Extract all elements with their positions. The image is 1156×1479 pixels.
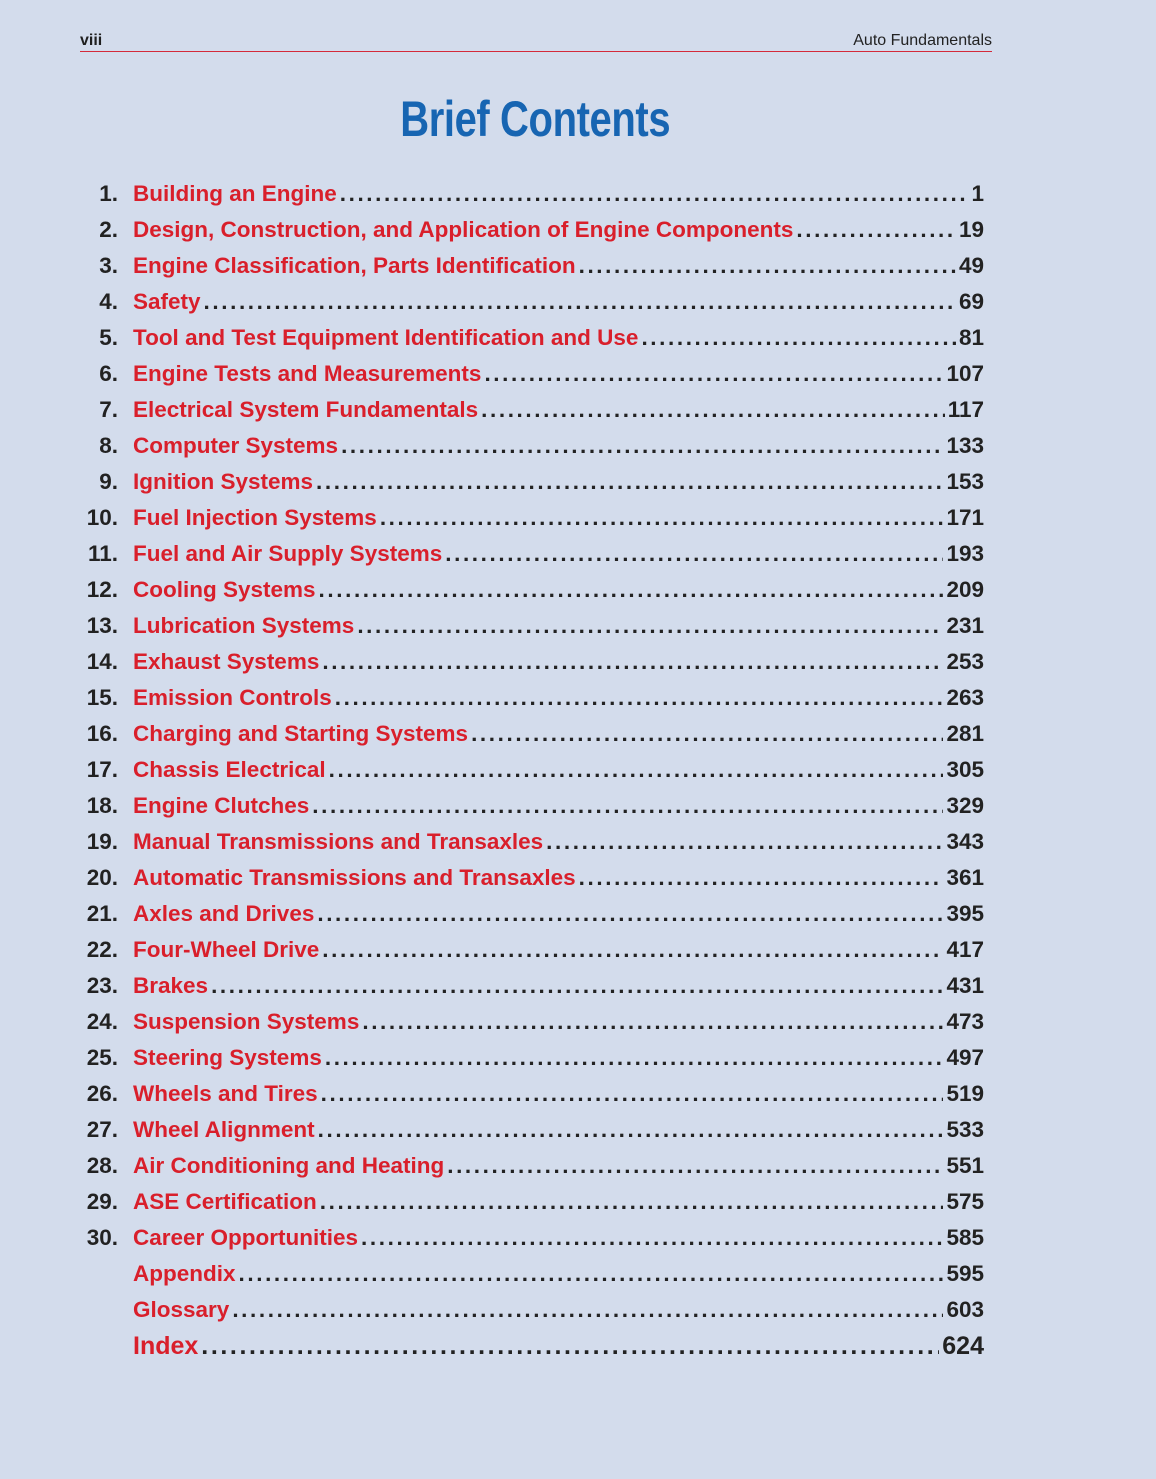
toc-entry[interactable] xyxy=(80,824,984,860)
chapter-title-link[interactable]: Career Opportunities xyxy=(133,1225,359,1250)
page-number: viii xyxy=(80,32,103,49)
page-reference: 343 xyxy=(946,829,984,854)
toc-entry[interactable] xyxy=(80,536,984,572)
chapter-title-link[interactable]: Appendix xyxy=(133,1261,236,1286)
chapter-number: 23. xyxy=(86,973,118,998)
chapter-number: 19. xyxy=(86,829,118,854)
chapter-title-link[interactable]: ASE Certification xyxy=(133,1189,317,1214)
chapter-title-link[interactable]: Building an Engine xyxy=(133,181,337,206)
chapter-number: 16. xyxy=(86,721,118,746)
toc-entry[interactable] xyxy=(80,572,984,608)
toc-entry[interactable] xyxy=(80,500,984,536)
chapter-title-link[interactable]: Design, Construction, and Application of Engine Components xyxy=(133,217,794,242)
toc-entry[interactable] xyxy=(80,1256,984,1292)
chapter-number: 20. xyxy=(86,865,118,890)
page-reference: 1 xyxy=(971,181,984,206)
page-reference: 231 xyxy=(946,613,984,638)
chapter-title-link[interactable]: Automatic Transmissions and Transaxles xyxy=(133,865,576,890)
dot-leader xyxy=(320,1184,944,1220)
page-reference: 595 xyxy=(946,1261,984,1286)
page-reference: 395 xyxy=(946,901,984,926)
toc-entry[interactable] xyxy=(80,212,984,248)
page-reference: 533 xyxy=(946,1117,984,1142)
dot-leader xyxy=(335,680,944,716)
dot-leader xyxy=(322,644,943,680)
chapter-number: 24. xyxy=(86,1009,118,1034)
page-reference: 193 xyxy=(946,541,984,566)
chapter-title-link[interactable]: Manual Transmissions and Transaxles xyxy=(133,829,544,854)
chapter-number: 27. xyxy=(86,1117,118,1142)
page-reference: 81 xyxy=(958,325,984,350)
page-reference: 263 xyxy=(946,685,984,710)
chapter-title-link[interactable]: Emission Controls xyxy=(133,685,332,710)
page-reference: 253 xyxy=(946,649,984,674)
chapter-title-link[interactable]: Fuel Injection Systems xyxy=(133,505,377,530)
dot-leader xyxy=(796,212,956,248)
chapter-title-link[interactable]: Tool and Test Equipment Identification and Use xyxy=(133,325,639,350)
chapter-number: 5. xyxy=(99,325,118,350)
dot-leader xyxy=(318,1112,944,1148)
page-title: Brief Contents xyxy=(400,91,671,147)
page-reference: 473 xyxy=(946,1009,984,1034)
chapter-number: 29. xyxy=(86,1189,118,1214)
chapter-number: 7. xyxy=(99,397,118,422)
chapter-number: 15. xyxy=(86,685,118,710)
chapter-number: 17. xyxy=(86,757,118,782)
chapter-title-link[interactable]: Cooling Systems xyxy=(133,577,316,602)
dot-leader xyxy=(361,1220,943,1256)
chapter-number: 2. xyxy=(99,217,118,242)
toc-entry[interactable] xyxy=(80,752,984,788)
chapter-title-link[interactable]: Ignition Systems xyxy=(133,469,314,494)
chapter-number: 10. xyxy=(86,505,118,530)
page-reference: 519 xyxy=(946,1081,984,1106)
chapter-number: 14. xyxy=(86,649,118,674)
dot-leader xyxy=(316,464,943,500)
toc-entry[interactable] xyxy=(80,896,984,932)
chapter-number: 21. xyxy=(86,901,118,926)
chapter-number: 30. xyxy=(86,1225,118,1250)
toc-entry[interactable] xyxy=(80,176,984,212)
chapter-number: 8. xyxy=(99,433,118,458)
chapter-title-link[interactable]: Air Conditioning and Heating xyxy=(133,1153,445,1178)
page-reference: 49 xyxy=(958,253,984,278)
chapter-number: 28. xyxy=(86,1153,118,1178)
page-reference: 361 xyxy=(946,865,984,890)
chapter-number: 13. xyxy=(86,613,118,638)
page-reference: 329 xyxy=(946,793,984,818)
page-reference: 417 xyxy=(946,937,984,962)
toc-entry[interactable] xyxy=(80,968,984,1004)
toc-entry[interactable] xyxy=(80,1148,984,1184)
toc-entry[interactable] xyxy=(80,1004,984,1040)
chapter-title-link[interactable]: Fuel and Air Supply Systems xyxy=(133,541,443,566)
chapter-number: 26. xyxy=(86,1081,118,1106)
toc-entry[interactable] xyxy=(80,284,984,320)
dot-leader xyxy=(201,1328,939,1364)
chapter-title-link[interactable]: Exhaust Systems xyxy=(133,649,320,674)
toc-entry[interactable] xyxy=(80,464,984,500)
chapter-number: 11. xyxy=(87,541,118,566)
page-reference: 551 xyxy=(946,1153,984,1178)
chapter-number: 12. xyxy=(86,577,118,602)
chapter-number: 18. xyxy=(86,793,118,818)
dot-leader xyxy=(484,356,943,392)
toc-entry[interactable] xyxy=(80,1040,984,1076)
toc-entry[interactable] xyxy=(80,1184,984,1220)
chapter-title-link[interactable]: Brakes xyxy=(133,973,209,998)
page-reference: 603 xyxy=(946,1297,984,1322)
toc-entry[interactable] xyxy=(80,788,984,824)
toc-entry[interactable] xyxy=(80,1220,984,1256)
page-reference: 153 xyxy=(946,469,984,494)
chapter-number: 9. xyxy=(99,469,118,494)
chapter-title-link[interactable]: Engine Tests and Measurements xyxy=(133,361,482,386)
chapter-title-link[interactable]: Index xyxy=(133,1332,199,1360)
toc-entry[interactable] xyxy=(80,608,984,644)
chapter-number: 1. xyxy=(99,181,118,206)
book-title: Auto Fundamentals xyxy=(853,32,992,49)
dot-leader xyxy=(325,1040,944,1076)
table-of-contents xyxy=(80,176,984,1364)
dot-leader xyxy=(211,968,943,1004)
toc-entry[interactable] xyxy=(80,1292,984,1328)
chapter-title-link[interactable]: Axles and Drives xyxy=(133,901,315,926)
toc-entry[interactable] xyxy=(80,392,984,428)
page-reference: 133 xyxy=(946,433,984,458)
toc-entry[interactable] xyxy=(80,1112,984,1148)
chapter-title-link[interactable]: Wheels and Tires xyxy=(133,1081,318,1106)
toc-entry[interactable] xyxy=(80,932,984,968)
chapter-title-link[interactable]: Electrical System Fundamentals xyxy=(133,397,479,422)
chapter-number: 22. xyxy=(86,937,118,962)
dot-leader xyxy=(357,608,943,644)
chapter-title-link[interactable]: Charging and Starting Systems xyxy=(133,721,469,746)
toc-entry[interactable] xyxy=(80,428,984,464)
chapter-title-link[interactable]: Suspension Systems xyxy=(133,1009,360,1034)
dot-leader xyxy=(579,248,956,284)
chapter-title-link[interactable]: Steering Systems xyxy=(133,1045,322,1070)
toc-entry[interactable] xyxy=(80,644,984,680)
chapter-title-link[interactable]: Chassis Electrical xyxy=(133,757,326,782)
dot-leader xyxy=(322,932,943,968)
chapter-number: 4. xyxy=(99,289,118,314)
dot-leader xyxy=(329,752,944,788)
toc-entry[interactable] xyxy=(80,1328,984,1364)
page-reference: 107 xyxy=(946,361,984,386)
chapter-title-link[interactable]: Safety xyxy=(133,289,201,314)
page-reference: 585 xyxy=(946,1225,984,1250)
dot-leader xyxy=(362,1004,943,1040)
chapter-number: 6. xyxy=(99,361,118,386)
dot-leader xyxy=(312,788,943,824)
dot-leader xyxy=(232,1292,943,1328)
chapter-title-link[interactable]: Glossary xyxy=(133,1297,230,1322)
dot-leader xyxy=(340,176,969,212)
chapter-title-link[interactable]: Computer Systems xyxy=(133,433,339,458)
dot-leader xyxy=(641,320,956,356)
toc-entry[interactable] xyxy=(80,860,984,896)
chapter-title-link[interactable]: Engine Classification, Parts Identification xyxy=(133,253,576,278)
page-reference: 624 xyxy=(942,1332,984,1360)
toc-entry[interactable] xyxy=(80,320,984,356)
toc-entry[interactable] xyxy=(80,356,984,392)
dot-leader xyxy=(447,1148,943,1184)
dot-leader xyxy=(341,428,943,464)
page-reference: 171 xyxy=(946,505,984,530)
dot-leader xyxy=(546,824,943,860)
page-reference: 431 xyxy=(946,973,984,998)
chapter-title-link[interactable]: Lubrication Systems xyxy=(133,613,355,638)
dot-leader xyxy=(317,896,943,932)
toc-entry[interactable] xyxy=(80,716,984,752)
dot-leader xyxy=(481,392,945,428)
dot-leader xyxy=(321,1076,944,1112)
chapter-title-link[interactable]: Four-Wheel Drive xyxy=(133,937,320,962)
page-reference: 209 xyxy=(946,577,984,602)
page-reference: 575 xyxy=(946,1189,984,1214)
dot-leader xyxy=(471,716,943,752)
page-reference: 497 xyxy=(946,1045,984,1070)
chapter-number: 3. xyxy=(99,253,118,278)
dot-leader xyxy=(579,860,944,896)
dot-leader xyxy=(445,536,943,572)
page-reference: 305 xyxy=(946,757,984,782)
dot-leader xyxy=(319,572,944,608)
page-reference: 19 xyxy=(958,217,984,242)
chapter-number: 25. xyxy=(86,1045,118,1070)
chapter-title-link[interactable]: Wheel Alignment xyxy=(133,1117,315,1142)
toc-entry[interactable] xyxy=(80,1076,984,1112)
page-reference: 69 xyxy=(958,289,984,314)
toc-entry[interactable] xyxy=(80,248,984,284)
dot-leader xyxy=(204,284,956,320)
dot-leader xyxy=(239,1256,944,1292)
page-header xyxy=(80,30,992,52)
page-reference: 117 xyxy=(947,397,984,422)
page-reference: 281 xyxy=(946,721,984,746)
dot-leader xyxy=(380,500,944,536)
chapter-title-link[interactable]: Engine Clutches xyxy=(133,793,310,818)
toc-entry[interactable] xyxy=(80,680,984,716)
